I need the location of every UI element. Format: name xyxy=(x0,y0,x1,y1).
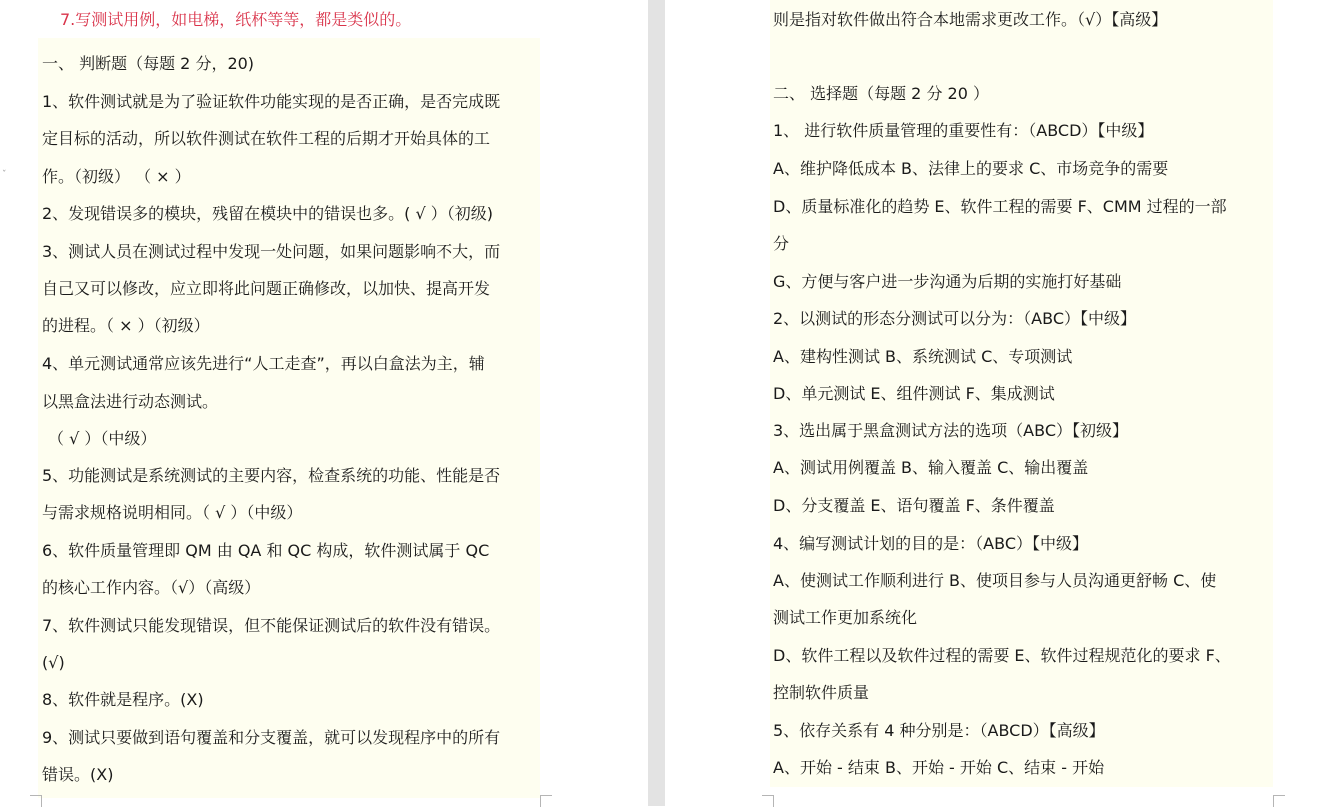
text-line: 9、测试只要做到语句覆盖和分支覆盖，就可以发现程序中的所有 xyxy=(42,728,501,747)
text-line: 1、软件测试就是为了验证软件功能实现的是否正确，是否完成既 xyxy=(42,92,501,111)
text-line: 作。（初级） （ × ） xyxy=(42,167,191,186)
text-line: 自己又可以修改，应立即将此问题正确修改，以加快、提高开发 xyxy=(42,279,491,298)
text-line: 分 xyxy=(773,234,790,253)
text-line: 定目标的活动，所以软件测试在软件工程的后期才开始具体的工 xyxy=(42,129,491,148)
text-line: 错误。(X) xyxy=(42,765,114,784)
doc-heading: 7.写测试用例，如电梯，纸杯等等，都是类似的。 xyxy=(60,10,412,29)
page-divider xyxy=(648,0,665,806)
text-line: 与需求规格说明相同。（ √ ）（中级） xyxy=(42,503,303,522)
text-line: 2、以测试的形态分测试可以分为：（ABC）【中级】 xyxy=(773,309,1136,328)
text-line: D、质量标准化的趋势 E、软件工程的需要 F、CMM 过程的一部 xyxy=(773,197,1227,216)
text-line: 3、测试人员在测试过程中发现一处问题，如果问题影响不大，而 xyxy=(42,242,501,261)
text-line: G、方便与客户进一步沟通为后期的实施打好基础 xyxy=(773,272,1122,291)
text-line: 1、 进行软件质量管理的重要性有：（ABCD）【中级】 xyxy=(773,121,1154,140)
text-line: 5、功能测试是系统测试的主要内容，检查系统的功能、性能是否 xyxy=(42,466,501,485)
text-line: 测试工作更加系统化 xyxy=(773,608,918,627)
text-line: 5、依存关系有 4 种分别是：（ABCD）【高级】 xyxy=(773,721,1105,740)
text-line: A、建构性测试 B、系统测试 C、专项测试 xyxy=(773,347,1073,366)
text-line: （ √ ）（中级） xyxy=(48,429,157,448)
text-line: A、使测试工作顺利进行 B、使项目参与人员沟通更舒畅 C、使 xyxy=(773,571,1217,590)
text-line: 的核心工作内容。（√）（高级） xyxy=(42,578,261,597)
highlight-block-left xyxy=(38,38,540,798)
margin-corner-mark xyxy=(540,795,552,807)
text-line: 2、发现错误多的模块，残留在模块中的错误也多。( √ ）（初级) xyxy=(42,204,494,223)
section-title-multiple-choice: 二、 选择题（每题 2 分 20 ） xyxy=(773,84,989,103)
text-line: 4、编写测试计划的目的是：（ABC）【中级】 xyxy=(773,534,1088,553)
text-line: 4、单元测试通常应该先进行“人工走查”，再以白盒法为主，辅 xyxy=(42,354,485,373)
text-line: D、软件工程以及软件过程的需要 E、软件过程规范化的要求 F、 xyxy=(773,646,1231,665)
margin-corner-mark xyxy=(30,795,42,807)
text-line: A、开始 - 结束 B、开始 - 开始 C、结束 - 开始 xyxy=(773,758,1105,777)
text-line: 6、软件质量管理即 QM 由 QA 和 QC 构成，软件测试属于 QC xyxy=(42,541,490,560)
margin-corner-mark xyxy=(762,795,774,807)
text-line: 8、软件就是程序。(X) xyxy=(42,690,204,709)
text-line: 控制软件质量 xyxy=(773,683,870,702)
margin-marker-icon: ˇ xyxy=(2,170,7,180)
text-line: 3、选出属于黑盒测试方法的选项（ABC）【初级】 xyxy=(773,421,1128,440)
text-line: A、测试用例覆盖 B、输入覆盖 C、输出覆盖 xyxy=(773,458,1089,477)
text-line: (√) xyxy=(42,653,65,672)
margin-corner-mark xyxy=(1273,795,1285,807)
text-line: D、单元测试 E、组件测试 F、集成测试 xyxy=(773,384,1055,403)
text-line: 7、软件测试只能发现错误，但不能保证测试后的软件没有错误。 xyxy=(42,616,501,635)
section-title-true-false: 一、 判断题（每题 2 分，20) xyxy=(42,54,255,73)
text-line: A、维护降低成本 B、法律上的要求 C、市场竞争的需要 xyxy=(773,159,1169,178)
text-line: 以黑盒法进行动态测试。 xyxy=(42,392,219,411)
text-line: 的进程。（ × ）（初级） xyxy=(42,316,210,335)
text-line: 则是指对软件做出符合本地需求更改工作。（√）【高级】 xyxy=(773,10,1168,29)
text-line: D、分支覆盖 E、语句覆盖 F、条件覆盖 xyxy=(773,496,1055,515)
